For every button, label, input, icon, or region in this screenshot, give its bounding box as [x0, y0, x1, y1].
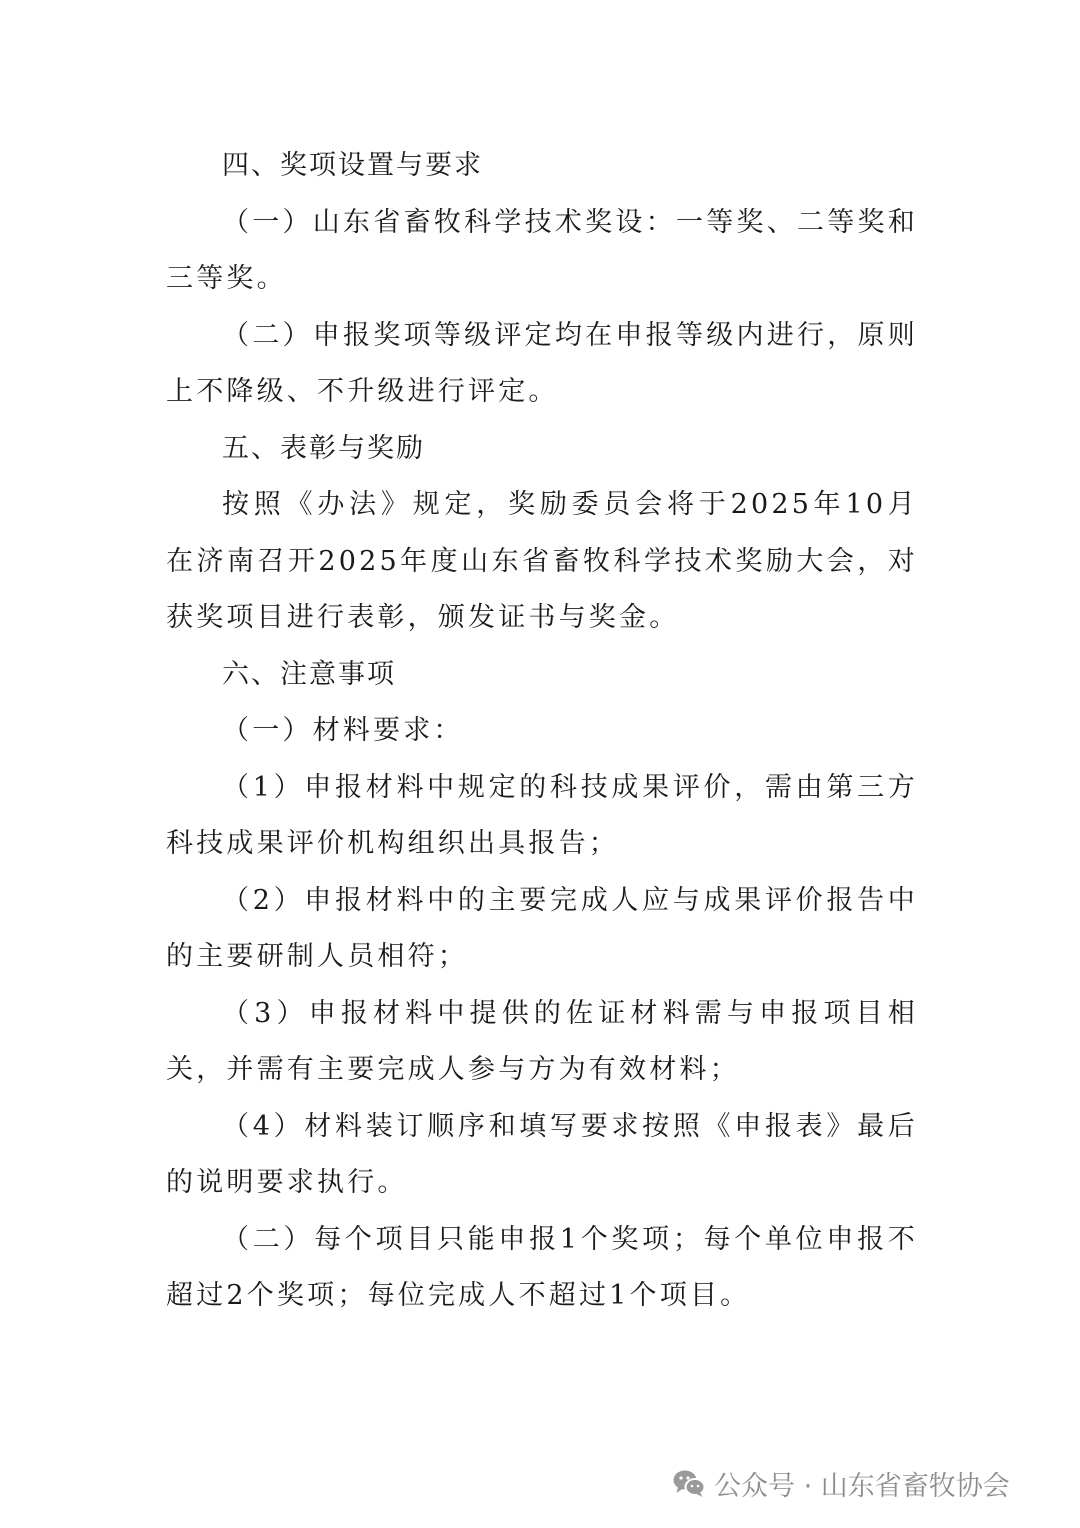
paragraph-requirement-1: （1）申报材料中规定的科技成果评价，需由第三方科技成果评价机构组织出具报告；	[166, 771, 918, 859]
wechat-icon	[672, 1468, 706, 1498]
section-heading-notes: 六、注意事项	[222, 658, 396, 690]
section-heading-awards: 四、奖项设置与要求	[222, 150, 483, 181]
watermark	[672, 1458, 1010, 1508]
watermark-text: 公众号 · 山东省畜牧协会	[714, 1470, 1010, 1502]
paragraph-requirement-4: （4）材料装订顺序和填写要求按照《申报表》最后的说明要求执行。	[166, 1110, 918, 1198]
paragraph-requirement-2: （2）申报材料中的主要完成人应与成果评价报告中的主要研制人员相符；	[166, 884, 918, 972]
paragraph-requirement-3: （3）申报材料中提供的佐证材料需与申报项目相关，并需有主要完成人参与方为有效材料；	[166, 997, 918, 1085]
paragraph-award-levels: （一）山东省畜牧科学技术奖设：一等奖、二等奖和三等奖。	[166, 206, 918, 294]
document-body	[166, 138, 918, 1325]
paragraph-material-requirements: （一）材料要求：	[222, 715, 464, 746]
paragraph-commendation: 按照《办法》规定，奖励委员会将于2025年10月在济南召开2025年度山东省畜牧科学技术奖励大会，对获奖项目进行表彰，颁发证书与奖金。	[166, 489, 918, 633]
paragraph-award-evaluation: （二）申报奖项等级评定均在申报等级内进行，原则上不降级、不升级进行评定。	[166, 319, 918, 407]
paragraph-application-limits: （二）每个项目只能申报1个奖项；每个单位申报不超过2个奖项；每位完成人不超过1个项目。	[166, 1223, 918, 1311]
section-heading-commendation: 五、表彰与奖励	[222, 432, 425, 464]
